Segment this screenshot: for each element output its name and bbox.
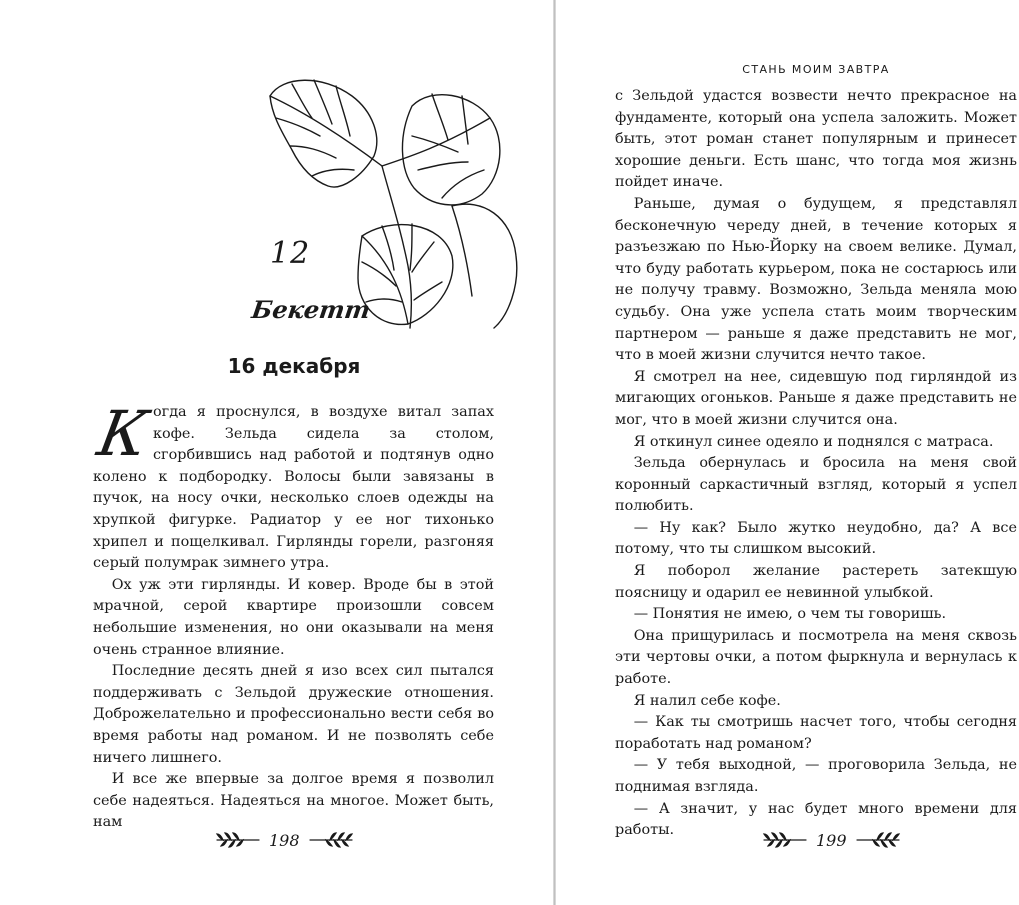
paragraph: — Ну как? Было жутко неудобно, да? А все потому, что ты слишком высокий. <box>615 519 1017 558</box>
paragraph: Она прищурилась и посмотрела на меня сквозь эти чертовы очки, а потом фыркнула и вернулась к работе. <box>615 627 1017 688</box>
sprig-ornament-icon <box>215 830 261 850</box>
paragraph: — Как ты смотришь насчет того, чтобы сегодня поработать над романом? <box>615 714 1017 752</box>
running-head: СТАНЬ МОИМ ЗАВТРА <box>742 63 890 76</box>
paragraph: с Зельдой удастся возвести нечто прекрасное на фундаменте, который она успела заложить. Может быть, этот роман станет популярным и принесет хорошие деньги. Есть шанс, что тогда моя жизнь пойдет иначе. <box>615 88 1017 191</box>
paragraph: Я поборол желание растереть затекшую поясницу и одарил ее невинной улыбкой. <box>615 563 1017 601</box>
paragraph: — У тебя выходной, — проговорила Зельда, не поднимая взгляда. <box>615 757 1017 795</box>
page-number: 198 <box>269 830 300 850</box>
paragraph: Ох уж эти гирлянды. И ковер. Вроде бы в этой мрачной, серой квартире произошли совсем небольшие изменения, но они оказывали на меня очень странное влияние. <box>93 576 494 658</box>
paragraph: Я откинул синее одеяло и поднялся с матраса. <box>633 433 994 450</box>
sprig-ornament-icon <box>308 830 354 850</box>
drop-cap: К <box>92 397 154 470</box>
paragraph-text: огда я проснулся, в воздухе витал запах кофе. Зельда сидела за столом, сгорбившись над работой и подтянув одно колено к подбородку. Волосы были завязаны в пучок, на носу очки, несколько слоев одежды на хрупкой фигурке. Радиатор у ее ног тихонько хрипел и пощелкивал. Гирлянды горели, разгоняя серый полумрак зимнего утра. <box>93 404 494 572</box>
paragraph: Раньше, думая о будущем, я представлял бесконечную череду дней, в течение которых я разъезжаю по Нью-Йорку на своем велике. Думал, что буду работать курьером, пока не состарюсь или не получу травму. Возможно, Зельда меняла мою судьбу. Она уже успела стать моим творческим партнером — раньше я даже представить не мог, что в моей жизни случится нечто такое. <box>615 195 1017 364</box>
paragraph: Я смотрел на нее, сидевшую под гирляндой из мигающих огоньков. Раньше я даже представить не мог, что в моей жизни случится она. <box>615 368 1017 428</box>
paragraph: — А значит, у нас будет много времени для работы. <box>615 800 1017 839</box>
page-number-left <box>215 826 354 854</box>
paragraph: И все же впервые за долгое время я позволил себе надеяться. Надеяться на многое. Может быть, нам <box>93 771 494 831</box>
sprig-ornament-icon <box>762 830 808 850</box>
paragraph: — Понятия не имею, о чем ты говоришь. <box>633 606 947 623</box>
left-body-text <box>92 397 494 834</box>
page-number: 199 <box>816 830 847 850</box>
paragraph: Я налил себе кофе. <box>633 692 781 709</box>
chapter-date: 16 декабря <box>227 354 361 378</box>
chapter-name: Бекетт <box>249 295 373 324</box>
chapter-number: 12 <box>270 236 311 271</box>
page-number-right <box>762 826 901 854</box>
right-body-text <box>615 86 1017 842</box>
paragraph: Последние десять дней я изо всех сил пытался поддерживать с Зельдой дружеские отношения. Доброжелательно и профессионально вести себя во время работы над романом. И не позволять себе ничего лишнего. <box>93 663 494 766</box>
sprig-ornament-icon <box>855 830 901 850</box>
paragraph <box>92 397 494 575</box>
paragraph: Зельда обернулась и бросила на меня свой коронный саркастичный взгляд, который я успел полюбить. <box>615 455 1017 515</box>
